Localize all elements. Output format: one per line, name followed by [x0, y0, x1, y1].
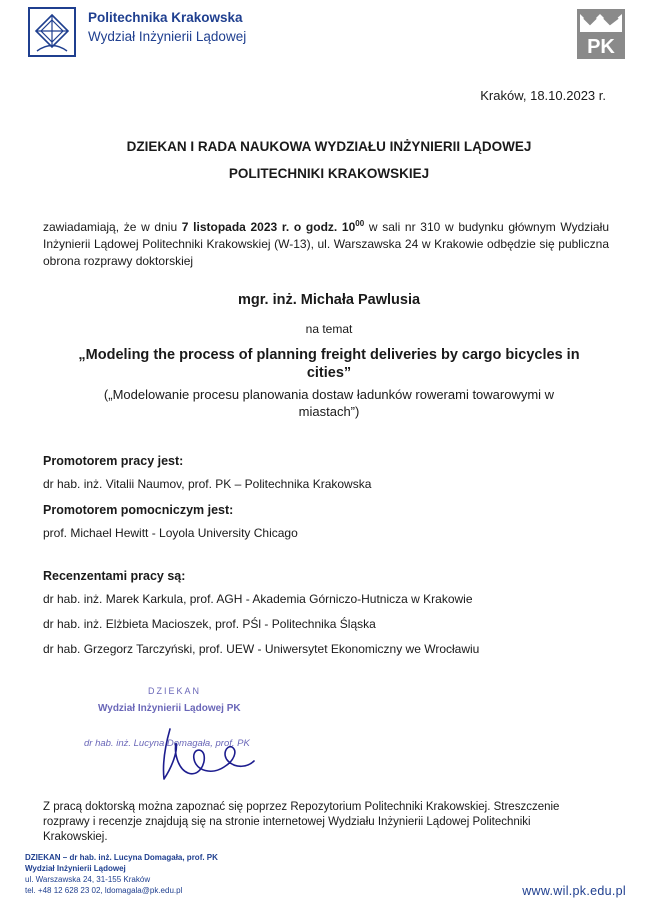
pk-logo-icon: [576, 8, 626, 60]
politechnika-emblem-icon: [27, 6, 77, 58]
defense-date: 7 listopada 2023 r. o godz. 10: [181, 220, 356, 234]
reviewer-item: dr hab. Grzegorz Tarczyński, prof. UEW - Uniwersytet Ekonomiczny we Wrocławiu: [43, 642, 480, 656]
intro-paragraph: [43, 219, 609, 270]
department-name: Wydział Inżynierii Lądowej: [88, 29, 247, 44]
thesis-title-pl: („Modelowanie procesu planowania dostaw ładunków rowerami towarowymi w miastach”): [103, 387, 555, 419]
dean-stamp: [70, 686, 300, 786]
reviewer-item: dr hab. inż. Elżbieta Macioszek, prof. PŚl - Politechnika Śląska: [43, 617, 376, 631]
defense-hour-minutes: 00: [355, 219, 365, 228]
heading-line-1: DZIEKAN I RADA NAUKOWA WYDZIAŁU INŻYNIERII LĄDOWEJ: [126, 139, 532, 154]
website-link[interactable]: www.wil.pk.edu.pl: [522, 884, 626, 898]
reviewer-item: dr hab. inż. Marek Karkula, prof. AGH - Akademia Górniczo-Hutnicza w Krakowie: [43, 592, 473, 606]
dean-contact-title: DZIEKAN – dr hab. inż. Lucyna Domagała, prof. PK: [25, 853, 218, 862]
stamp-department: Wydział Inżynierii Lądowej PK: [98, 703, 241, 714]
dean-contact-address: ul. Warszawska 24, 31-155 Kraków: [25, 875, 151, 884]
thesis-title-en: „Modeling the process of planning freight deliveries by cargo bicycles in cities”: [78, 347, 580, 381]
dean-contact-department: Wydział Inżynierii Lądowej: [25, 864, 126, 873]
stamp-dean-name: dr hab. inż. Lucyna Domagała, prof. PK: [84, 738, 250, 749]
intro-text-after: w sali nr 310 w budynku głównym Wydziału Inżynierii Lądowej Politechniki Krakowskiej (W-13), ul. Warszawska 24 w Krakowie odbędzie się publiczna obrona rozprawy doktorskiej: [43, 220, 609, 268]
svg-text:PK: PK: [587, 36, 615, 58]
promotor-name: dr hab. inż. Vitalii Naumov, prof. PK – Politechnika Krakowska: [43, 477, 372, 491]
co-promotor-heading: Promotorem pomocniczym jest:: [43, 503, 234, 517]
candidate-name: mgr. inż. Michała Pawlusia: [237, 292, 421, 308]
promotor-heading: Promotorem pracy jest:: [43, 454, 184, 468]
document-date: Kraków, 18.10.2023 r.: [480, 88, 606, 103]
co-promotor-name: prof. Michael Hewitt - Loyola University Chicago: [43, 526, 298, 540]
footer-note: Z pracą doktorską można zapoznać się poprzez Repozytorium Politechniki Krakowskiej. Streszczenie rozprawy i recenzje znajdują się na stronie internetowej Wydziału Inżynierii Lądowej Politechniki Krakowskiej.: [43, 801, 560, 843]
intro-text-before: zawiadamiają, że w dniu: [43, 220, 182, 234]
institution-name: Politechnika Krakowska: [88, 10, 243, 25]
reviewers-heading: Recenzentami pracy są:: [43, 569, 186, 583]
dean-contact-phone-email: tel. +48 12 628 23 02, ldomagala@pk.edu.pl: [25, 886, 183, 895]
stamp-title: DZIEKAN: [148, 686, 202, 696]
topic-label: na temat: [305, 322, 353, 336]
handwritten-signature-icon: [148, 721, 258, 781]
heading-line-2: POLITECHNIKI KRAKOWSKIEJ: [228, 166, 430, 181]
